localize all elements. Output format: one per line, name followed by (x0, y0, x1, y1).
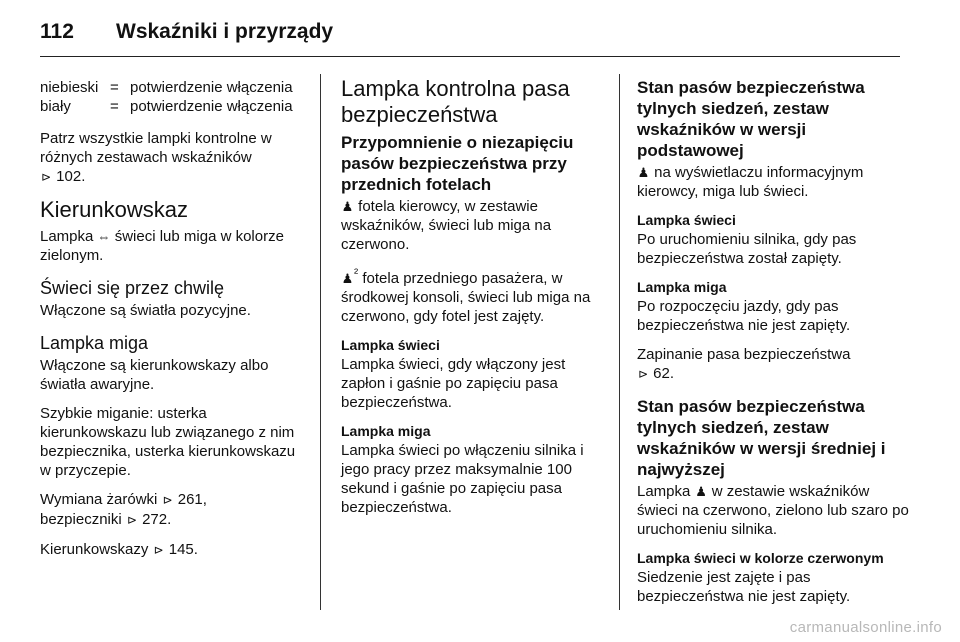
heading-lampka-swieci: Lampka świeci (341, 337, 440, 353)
turn-signal-arrows-icon: ⇔ (97, 229, 111, 244)
page-reference-link[interactable]: 145. (168, 541, 198, 558)
page-reference-arrow-icon: ⊳ (153, 543, 164, 557)
header-rule (40, 56, 900, 57)
passenger-seatbelt-paragraph (341, 264, 609, 326)
page-reference-arrow-icon: ⊳ (637, 367, 649, 381)
page-reference-arrow-icon: ⊳ (162, 493, 173, 507)
buckling-paragraph (637, 345, 913, 384)
intro-text: Patrz wszystkie lampki kontrolne w różnych zestawach wskaźników (40, 130, 272, 166)
intro-paragraph (40, 129, 308, 187)
icon-superscript: ² (354, 266, 359, 280)
page-reference-link[interactable]: 272. (142, 511, 172, 528)
text: Wymiana żarówki (40, 491, 158, 508)
seatbelt-warning-icon: ♟ (637, 165, 650, 180)
column-1 (40, 78, 308, 570)
legend-key: biały (40, 98, 71, 115)
heading-seatbelt-lamp: Lampka kontrolna pasa bezpieczeństwa (341, 76, 570, 127)
text: Lampka (40, 228, 94, 245)
legend-value: potwierdzenie włączenia (130, 79, 293, 96)
legend-row (40, 78, 308, 97)
text: Po rozpoczęciu jazdy, gdy pas bezpieczeństwa nie jest zapięty. (637, 298, 851, 334)
page-reference-arrow-icon: ⊳ (40, 170, 52, 184)
text: bezpieczniki (40, 511, 122, 528)
column-3 (637, 78, 913, 616)
page-reference-link[interactable]: 261, (177, 491, 207, 508)
rear-seatbelt-basic-paragraph (637, 163, 913, 201)
color-legend (40, 78, 308, 116)
legend-row (40, 97, 308, 116)
text: Lampka świeci po włączeniu silnika i jego pracy przez maksymalnie 100 sekund i gaśnie po zapięciu pasa bezpieczeństwa. (341, 442, 584, 516)
heading-lampka-miga: Lampka miga (341, 423, 431, 439)
watermark: carmanualsonline.info (789, 619, 942, 636)
text: Po uruchomieniu silnika, gdy pas bezpieczeństwa został zapięty. (637, 231, 857, 267)
text: Lampka (637, 483, 691, 500)
page-reference-arrow-icon: ⊳ (126, 513, 137, 527)
text: fotela przedniego pasażera, w środkowej konsoli, świeci lub miga na czerwono, gdy fotel jest zajęty. (341, 270, 591, 325)
page-reference-link[interactable]: 62. (653, 365, 675, 382)
heading-swieci-chwile: Świeci się przez chwilę (40, 278, 225, 298)
heading-rear-seatbelt-basic: Stan pasów bezpieczeństwa tylnych siedzeń, zestaw wskaźników w wersji podstawowej (637, 78, 865, 160)
heading-lampka-swieci: Lampka świeci (637, 212, 736, 228)
seatbelt-warning-icon: ♟ (341, 199, 354, 214)
column-divider-1 (320, 74, 321, 610)
text: Włączone są światła pozycyjne. (40, 302, 251, 319)
heading-kierunkowskaz: Kierunkowskaz (40, 197, 188, 222)
text: Lampka świeci, gdy włączony jest zapłon i gaśnie po zapięciu pasa bezpieczeństwa. (341, 356, 566, 411)
text: świeci lub miga w kolorze zielonym. (40, 228, 284, 264)
page-reference-link[interactable]: 102. (56, 168, 86, 185)
heading-front-seatbelt-reminder: Przypomnienie o niezapięciu pasów bezpieczeństwa przy przednich fotelach (341, 133, 574, 194)
legend-eq: = (110, 79, 119, 96)
rear-seatbelt-mid-paragraph (637, 482, 913, 539)
heading-rear-seatbelt-mid-high: Stan pasów bezpieczeństwa tylnych siedzeń, zestaw wskaźników w wersji średniej i najwyższej (637, 397, 886, 479)
text: Szybkie miganie: usterka kierunkowskazu lub związanego z nim bezpiecznika, usterka kierunkowskazu w przyczepie. (40, 405, 296, 479)
text: fotela kierowcy, w zestawie wskaźników, świeci lub miga na czerwono. (341, 198, 552, 253)
page-number: 112 (40, 20, 74, 43)
legend-eq: = (110, 98, 119, 115)
text: Siedzenie jest zajęte i pas bezpieczeństwa nie jest zapięty. (637, 569, 851, 605)
text: Włączone są kierunkowskazy albo światła awaryjne. (40, 357, 269, 393)
column-divider-2 (619, 74, 620, 610)
text: na wyświetlaczu informacyjnym kierowcy, miga lub świeci. (637, 164, 864, 200)
turn-signal-paragraph (40, 227, 308, 265)
text: w zestawie wskaźników świeci na czerwono, zielono lub szaro po uruchomieniu silnika. (637, 483, 909, 538)
seatbelt-warning-icon: ♟ (695, 484, 707, 499)
page-title: Wskaźniki i przyrządy (116, 20, 334, 43)
text: Kierunkowskazy (40, 541, 149, 558)
heading-red-lamp: Lampka świeci w kolorze czerwonym (637, 550, 884, 566)
seatbelt-warning-icon: ♟ (341, 271, 354, 286)
turn-signals-paragraph (40, 540, 308, 560)
text: Zapinanie pasa bezpieczeństwa (637, 346, 851, 363)
column-2 (341, 78, 609, 527)
driver-seatbelt-paragraph (341, 197, 609, 254)
bulb-fuse-paragraph (40, 490, 308, 530)
heading-lampka-miga: Lampka miga (637, 279, 727, 295)
heading-lampka-miga: Lampka miga (40, 333, 149, 353)
legend-key: niebieski (40, 79, 99, 96)
legend-value: potwierdzenie włączenia (130, 98, 293, 115)
